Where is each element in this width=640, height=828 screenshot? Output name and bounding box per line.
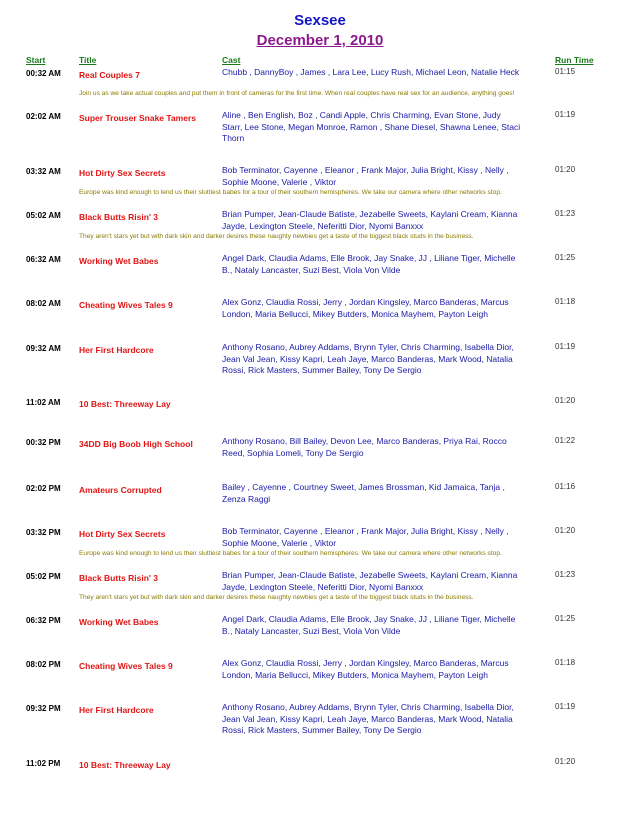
listing-title: Black Butts Risin' 3 — [79, 573, 159, 583]
column-header-run-time: Run Time — [555, 55, 594, 65]
listing-run-time: 01:22 — [555, 436, 576, 445]
listing-title: Black Butts Risin' 3 — [79, 212, 159, 222]
listing-cast: Alex Gonz, Claudia Rossi, Jerry , Jordan Kingsley, Marco Banderas, Marcus London, Maria Bellucci, Mikey Butders, Monica Mayhem, Payton Leigh — [222, 658, 509, 680]
schedule-date — [0, 32, 640, 49]
listing-start: 06:32 AM — [26, 255, 61, 264]
listing-cast: Angel Dark, Claudia Adams, Elle Brook, Jay Snake, JJ , Liliane Tiger, Michelle B., Nataly Lancaster, Suzi Best, Viola Von Vilde — [222, 614, 516, 636]
listing-run-time: 01:18 — [555, 297, 576, 306]
listing-start: 05:02 AM — [26, 211, 61, 220]
channel-title: Sexsee — [294, 12, 346, 29]
listing-cast: Angel Dark, Claudia Adams, Elle Brook, Jay Snake, JJ , Liliane Tiger, Michelle B., Nataly Lancaster, Suzi Best, Viola Von Vilde — [222, 253, 516, 275]
listing-cast: Chubb , DannyBoy , James , Lara Lee, Lucy Rush, Michael Leon, Natalie Heck — [222, 67, 520, 77]
listing-start: 09:32 PM — [26, 704, 61, 713]
listing-run-time: 01:20 — [555, 526, 576, 535]
listing-start: 09:32 AM — [26, 344, 61, 353]
listing-title: Cheating Wives Tales 9 — [79, 300, 173, 310]
listing-title: Working Wet Babes — [79, 617, 159, 627]
listing-cast: Anthony Rosano, Aubrey Addams, Brynn Tyler, Chris Charming, Isabella Dior, Jean Val Jean, Kissy Kapri, Leah Jaye, Marco Banderas, Mark Wood, Natalia Rossi, Rick Masters, Summer Bailey, Tony De Sergio — [222, 702, 514, 736]
listing-title: Working Wet Babes — [79, 256, 159, 266]
listing-start: 06:32 PM — [26, 616, 61, 625]
listing-cast: Bob Terminator, Cayenne , Eleanor , Frank Major, Julia Bright, Kissy , Nelly , Sophie Moone, Valerie , Viktor — [222, 165, 509, 187]
listing-run-time: 01:19 — [555, 342, 576, 351]
listing-start: 02:02 PM — [26, 484, 61, 493]
listing-run-time: 01:23 — [555, 209, 576, 218]
schedule-date-text: December 1, 2010 — [256, 32, 384, 49]
listing-start: 05:02 PM — [26, 572, 61, 581]
listing-start: 08:02 AM — [26, 299, 61, 308]
listing-title: Real Couples 7 — [79, 70, 140, 80]
listing-run-time: 01:25 — [555, 614, 576, 623]
column-header-title: Title — [79, 55, 97, 65]
listing-description: Europe was kind enough to lend us their sluttiest babes for a tour of their southern hemispheres. We take our camera where other networks stop. — [79, 550, 502, 557]
listing-description: Europe was kind enough to lend us their sluttiest babes for a tour of their southern hemispheres. We take our camera where other networks stop. — [79, 189, 502, 196]
listing-title: Amateurs Corrupted — [79, 485, 162, 495]
listing-run-time: 01:20 — [555, 757, 576, 766]
listing-start: 11:02 PM — [26, 759, 61, 768]
listing-cast: Aline , Ben English, Boz , Candi Apple, Chris Charming, Evan Stone, Judy Starr, Lee Stone, Megan Monroe, Ramon , Shane Diesel, Shawna Lenee, Staci Thorn — [222, 110, 521, 144]
listing-run-time: 01:19 — [555, 702, 576, 711]
listing-description: They aren't stars yet but with dark skin and darker desires these naughty newbies get a taste of the biggest black studs in the business. — [79, 233, 474, 240]
listing-title: Her First Hardcore — [79, 345, 154, 355]
listing-title: Hot Dirty Sex Secrets — [79, 168, 166, 178]
listing-title: Her First Hardcore — [79, 705, 154, 715]
listing-title: 34DD Big Boob High School — [79, 439, 193, 449]
listing-cast: Brian Pumper, Jean-Claude Batiste, Jezabelle Sweets, Kaylani Cream, Kianna Jayde, Lexington Steele, Neferitti Dior, Nyomi Banxxx — [222, 209, 518, 231]
listing-cast: Brian Pumper, Jean-Claude Batiste, Jezabelle Sweets, Kaylani Cream, Kianna Jayde, Lexington Steele, Neferitti Dior, Nyomi Banxxx — [222, 570, 518, 592]
listing-run-time: 01:15 — [555, 67, 576, 76]
listing-start: 02:02 AM — [26, 112, 61, 121]
listing-start: 00:32 PM — [26, 438, 61, 447]
listing-start: 08:02 PM — [26, 660, 61, 669]
listing-cast: Bob Terminator, Cayenne , Eleanor , Frank Major, Julia Bright, Kissy , Nelly , Sophie Moone, Valerie , Viktor — [222, 526, 509, 548]
listing-run-time: 01:25 — [555, 253, 576, 262]
listing-description: They aren't stars yet but with dark skin and darker desires these naughty newbies get a taste of the biggest black studs in the business. — [79, 594, 474, 601]
listing-start: 03:32 PM — [26, 528, 61, 537]
listing-start: 03:32 AM — [26, 167, 61, 176]
listing-run-time: 01:19 — [555, 110, 576, 119]
listing-run-time: 01:16 — [555, 482, 576, 491]
column-header-start: Start — [26, 55, 46, 65]
listing-title: 10 Best: Threeway Lay — [79, 760, 171, 770]
listing-title: Cheating Wives Tales 9 — [79, 661, 173, 671]
listing-description: Join us as we take actual couples and put them in front of cameras for the first time. When real couples have real sex for an audience, anything goes! — [79, 90, 515, 97]
listing-cast: Anthony Rosano, Bill Bailey, Devon Lee, Marco Banderas, Priya Rai, Rocco Reed, Sophia Lomeli, Tony De Sergio — [222, 436, 507, 458]
listing-title: Hot Dirty Sex Secrets — [79, 529, 166, 539]
listing-run-time: 01:18 — [555, 658, 576, 667]
listing-cast: Bailey , Cayenne , Courtney Sweet, James Brossman, Kid Jamaica, Tanja , Zenza Raggi — [222, 482, 505, 504]
listing-cast: Anthony Rosano, Aubrey Addams, Brynn Tyler, Chris Charming, Isabella Dior, Jean Val Jean, Kissy Kapri, Leah Jaye, Marco Banderas, Mark Wood, Natalia Rossi, Rick Masters, Summer Bailey, Tony De Sergio — [222, 342, 514, 376]
listing-run-time: 01:20 — [555, 165, 576, 174]
listing-run-time: 01:23 — [555, 570, 576, 579]
listing-start: 11:02 AM — [26, 398, 61, 407]
listing-cast: Alex Gonz, Claudia Rossi, Jerry , Jordan Kingsley, Marco Banderas, Marcus London, Maria Bellucci, Mikey Butders, Monica Mayhem, Payton Leigh — [222, 297, 509, 319]
listing-title: Super Trouser Snake Tamers — [79, 113, 197, 123]
listing-title: 10 Best: Threeway Lay — [79, 399, 171, 409]
listing-start: 00:32 AM — [26, 69, 61, 78]
column-header-cast: Cast — [222, 55, 241, 65]
listing-run-time: 01:20 — [555, 396, 576, 405]
